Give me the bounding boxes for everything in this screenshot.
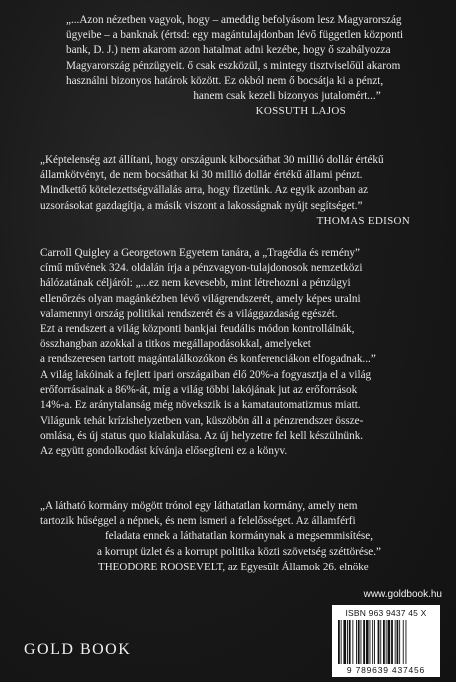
barcode-bar — [361, 620, 362, 664]
paragraph-line: erőforrásainak a 86%-át, míg a világ többi lakójának jut az erőforrások — [40, 384, 358, 397]
paragraph-line: című művének 324. oldalán írja a pénzvagyon-tulajdonosok nemzetközi — [40, 262, 363, 275]
quote-line: uzsorásokat gazdagítja, a másik viszont a lakosságnak nyújt segítséget.” — [40, 199, 363, 212]
barcode-bar — [366, 620, 369, 664]
quote-line: ügyeibe – a banknak (értsd: egy magántulajdonban lévő független központi — [66, 29, 404, 42]
quote-line: Magyarország pénzügyeit. ő csak eszközül, s mintegy tisztviselőül akarom — [66, 59, 401, 72]
barcode-bar — [358, 620, 360, 664]
barcode-bar — [380, 620, 381, 664]
barcode-bar — [374, 620, 375, 664]
paragraph-line: Ezt a rendszert a világ központi bankjai feudális módon kontrollálnák, — [40, 323, 355, 336]
paragraph-line: Világunk tehát krízishelyzetben van, küszöbön áll a pénzrendszer össze- — [40, 414, 364, 427]
barcode-bar — [341, 620, 342, 664]
quote-line: államkötvényt, de nem bocsáthat ki 30 millió dollár értékű állami pénzt. — [40, 169, 363, 182]
barcode-bar — [399, 620, 400, 664]
quigley-paragraph — [40, 246, 438, 368]
paragraph-line: 14%-a. Ez aránytalanság még növekszik is a kamatautomatizmus miatt. — [40, 399, 361, 412]
barcode-bar — [347, 620, 348, 664]
barcode-bar — [406, 620, 407, 664]
quote-line: feladata ennek a láthatatlan kormánynak a megsemmisítése, — [104, 530, 374, 543]
quote-author: THOMAS EDISON — [316, 214, 410, 227]
paragraph-line: összhangban azokkal a titkos megállapodásokkal, amelyeket — [40, 338, 311, 351]
barcode-bar — [338, 620, 340, 664]
barcode-bar — [356, 620, 357, 664]
quote-author: THEODORE ROOSEVELT, az Egyesült Államok 26. elnöke — [98, 560, 369, 573]
barcode-bar — [349, 620, 351, 664]
barcode-bar — [383, 620, 385, 664]
paragraph-line: a rendszeresen tartott magántalálkozókon és konferenciákon elfogadnak...” — [40, 353, 376, 366]
quote-line: a korrupt üzlet és a korrupt politika közti szövetség széttörése.” — [97, 545, 381, 558]
roosevelt-quote — [40, 499, 438, 575]
ean-number: 9 789639 437456 — [346, 665, 426, 675]
barcode-bar — [363, 620, 365, 664]
barcode-bar — [397, 620, 399, 664]
barcode-bar — [386, 620, 387, 664]
quote-line: tartozik hűséggel a népnek, és nem ismeri a felelősséget. Az államférfi — [40, 515, 356, 528]
quote-line: használni bizonyos határok között. Ez okból nem ő bocsátja ki a pénzt, — [66, 74, 384, 87]
paragraph-line: A világ lakóinak a fejlett ipari országaiban élő 20%-a fogyasztja el a világ — [40, 369, 372, 381]
barcode-bar — [378, 620, 380, 664]
barcode-bar — [352, 620, 353, 664]
paragraph-line: ellenőrzés olyan magánkézben lévő világrendszerét, amely képes uralni — [40, 292, 361, 305]
kossuth-quote — [66, 13, 438, 119]
quote-line: „...Azon nézetben vagyok, hogy – ameddig befolyásom lesz Magyarország — [66, 14, 402, 26]
edison-quote — [40, 153, 438, 229]
barcode — [332, 605, 440, 677]
barcode-bar — [388, 620, 391, 664]
barcode-bar — [395, 620, 396, 664]
world-resources-paragraph — [40, 368, 438, 459]
paragraph-line: Carroll Quigley a Georgetown Egyetem tanára, a „Tragédia és remény” — [40, 247, 360, 259]
barcode-bar — [370, 620, 371, 664]
publisher-logo: GOLD BOOK — [24, 641, 132, 658]
barcode-bars — [338, 620, 434, 664]
paragraph-line: Az együtt gondolkodást kívánja elősegíteni ez a könyv. — [40, 445, 288, 458]
quote-line: „Képtelenség azt állítani, hogy országunk kibocsáthat 30 millió dollár értékű — [40, 154, 384, 166]
quote-author: KOSSUTH LAJOS — [255, 105, 346, 118]
isbn-number: ISBN 963 9437 45 X — [345, 608, 427, 618]
quote-line: hanem csak kezeli bizonyos jutalomért...” — [193, 90, 381, 103]
barcode-bar — [391, 620, 393, 664]
paragraph-line: hálózatának céljáról: „...ez nem kevesebb, mint létrehozni a pénzügyi — [40, 277, 351, 290]
quote-line: Mindkettő kötelezettségvállalás arra, hogy fizetünk. Az egyik azonban az — [40, 184, 369, 197]
barcode-bar — [372, 620, 373, 664]
paragraph-line: valamennyi ország politikai rendszerét és a világgazdaság egészét. — [40, 307, 338, 320]
quote-line: bank, D. J.) nem akarom azon hatalmat adni kezébe, hogy ő szabályozza — [66, 44, 391, 57]
paragraph-line: omlása, és új status quo kialakulása. Az új helyzetre fel kell készülnünk. — [40, 429, 364, 442]
website-url: www.goldbook.hu — [363, 589, 442, 600]
barcode-bar — [343, 620, 346, 664]
barcode-bar — [403, 620, 404, 664]
quote-line: „A látható kormány mögött trónol egy láthatatlan kormány, amely nem — [40, 500, 358, 512]
